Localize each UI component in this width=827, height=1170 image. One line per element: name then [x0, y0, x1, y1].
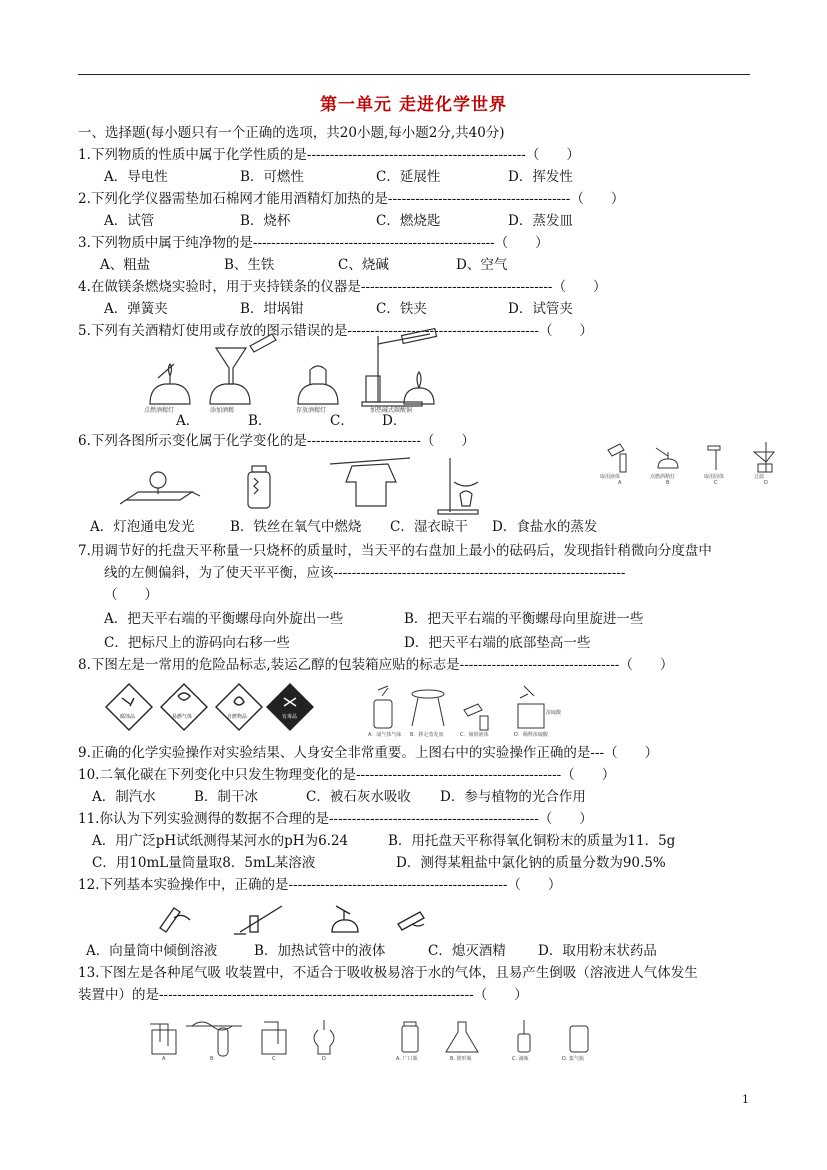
q1-option-c: C．延展性 — [376, 169, 441, 185]
q13-device-d: D — [322, 1056, 326, 1062]
question-12: 12.下列基本实验操作中，正确的是------------------------------------------------（ ） — [78, 877, 562, 893]
q11-option-b: B．用托盘天平称得氧化铜粉末的质量为11．5g — [388, 833, 676, 849]
question-1: 1.下列物质的性质中属于化学性质的是------------------------------------------------（ ） — [78, 147, 580, 163]
q6-figures — [120, 454, 500, 516]
q7-option-d: D．把天平右端的底部垫高一些 — [404, 635, 591, 651]
page-number: 1 — [742, 1093, 749, 1106]
question-9: 9.正确的化学实验操作对实验结果、人身安全非常重要。上图右中的实验操作正确的是---（ ） — [78, 745, 659, 761]
q9-apparatus-figures — [368, 680, 578, 738]
q6-side-letter-d: D — [764, 480, 768, 484]
question-13-cont: 装置中）的是---------------------------------------------------------------------（ ） — [78, 987, 528, 1003]
q4-option-b: B．坩埚钳 — [240, 301, 304, 317]
q12-figures — [150, 898, 440, 938]
q7-option-b: B．把天平右端的平衡螺母向里旋进一些 — [404, 611, 644, 627]
top-rule — [78, 74, 750, 75]
q13-figures — [146, 1016, 596, 1062]
q1-option-d: D．挥发性 — [508, 169, 573, 185]
q11-option-c: C．用10mL量筒量取8．5mL某溶液 — [92, 855, 316, 871]
q9-apparatus-label-b: B．移走蒸发皿 — [410, 732, 444, 738]
q6-side-label-1: 取用液体 — [600, 474, 621, 480]
question-4: 4.在做镁条燃烧实验时，用于夹持镁条的仪器是------------------------------------------（ ） — [78, 279, 607, 295]
q6-side-letter-c: C — [714, 480, 718, 484]
q5-option-d: D． — [382, 413, 407, 429]
q2-option-d: D．蒸发皿 — [508, 213, 573, 229]
q12-option-c: C．熄灭酒精 — [428, 943, 506, 959]
q6-side-label-2: 点燃酒精灯 — [650, 474, 676, 480]
section-heading: 一、选择题(每小题只有一个正确的选项，共20小题,每小题2分,共40分) — [78, 125, 505, 141]
q1-option-a: A．导电性 — [104, 169, 168, 185]
question-6: 6.下列各图所示变化属于化学变化的是-------------------------（ ） — [78, 433, 475, 449]
sign-label-spontaneous: 自燃物品 — [227, 714, 248, 720]
q13-bottle-d: D. 集气瓶 — [562, 1056, 585, 1062]
q10-option-b: B．制干冰 — [194, 789, 258, 805]
q9-apparatus-label-a: A．闻气体气味 — [368, 732, 402, 738]
q13-bottle-c: C. 滴瓶 — [512, 1056, 529, 1062]
q6-side-letter-b: B — [666, 480, 670, 484]
q2-option-c: C．燃烧匙 — [376, 213, 441, 229]
q5-option-c: C． — [330, 413, 354, 429]
q12-option-d: D．取用粉末状药品 — [538, 943, 657, 959]
q12-option-b: B．加热试管中的液体 — [254, 943, 386, 959]
q10-option-d: D．参与植物的光合作用 — [440, 789, 586, 805]
q7-option-a: A．把天平右端的平衡螺母向外旋出一些 — [104, 611, 344, 627]
q4-option-a: A．弹簧夹 — [104, 301, 168, 317]
q5-fig-label-c: 存放酒精灯 — [296, 407, 327, 414]
q6-side-letter-a: A — [618, 480, 622, 484]
q9-apparatus-label-d: D．稀释浓硫酸 — [514, 732, 548, 738]
q11-option-d: D．测得某粗盐中氯化钠的质量分数为90.5% — [396, 855, 666, 871]
q7-option-c: C．把标尺上的游码向右移一些 — [104, 635, 290, 651]
q13-bottle-b: B. 锥形瓶 — [450, 1056, 472, 1062]
q3-option-d: D、空气 — [456, 257, 508, 273]
q6-side-label-4: 过滤 — [754, 474, 765, 480]
question-7-cont: 线的左侧偏斜，为了使天平平衡，应该---------------------------------------------------------------- — [104, 565, 626, 581]
q6-option-c: C．湿衣晾干 — [390, 519, 468, 535]
question-5: 5.下列有关酒精灯使用或存放的图示错误的是------------------------------------------（ ） — [78, 323, 593, 339]
q13-bottle-a: A. 广口瓶 — [396, 1056, 418, 1062]
hazard-signs — [104, 682, 314, 732]
q3-option-c: C、烧碱 — [338, 257, 389, 273]
q13-device-b: B — [210, 1056, 214, 1062]
q9-apparatus-extra: 浓硫酸 — [546, 710, 562, 716]
q12-option-a: A．向量筒中倾倒溶液 — [86, 943, 218, 959]
q13-device-c: C — [272, 1056, 276, 1062]
q10-option-c: C．被石灰水吸收 — [306, 789, 411, 805]
q10-option-a: A．制汽水 — [92, 789, 156, 805]
q5-fig-label-a: 点燃酒精灯 — [144, 407, 175, 414]
q5-option-b: B． — [248, 413, 272, 429]
q5-fig-label-d: 加热碱式碳酸铜 — [370, 407, 413, 414]
q1-option-b: B．可燃性 — [240, 169, 304, 185]
question-10: 10.二氧化碳在下列变化中只发生物理变化的是---------------------------------------------（ ） — [78, 767, 616, 783]
question-2: 2.下列化学仪器需垫加石棉网才能用酒精灯加热的是----------------------------------------（ ） — [78, 191, 625, 207]
q11-option-a: A．用广泛pH试纸测得某河水的pH为6.24 — [92, 833, 349, 849]
q5-option-a: A． — [176, 413, 200, 429]
q6-option-b: B．铁丝在氧气中燃烧 — [230, 519, 362, 535]
sign-label-corrosive: 腐蚀品 — [120, 714, 136, 720]
q5-fig-label-b: 添加酒精 — [210, 407, 235, 414]
sign-label-flammable-gas: 易燃气体 — [172, 714, 193, 720]
q2-option-a: A．试管 — [104, 213, 155, 229]
q6-option-a: A．灯泡通电发光 — [90, 519, 195, 535]
q13-device-a: A — [162, 1056, 166, 1062]
q6-side-figures — [598, 438, 788, 484]
page-title: 第一单元 走进化学世界 — [320, 95, 507, 115]
q6-option-d: D．食盐水的蒸发 — [492, 519, 598, 535]
q9-apparatus-label-c: C．倾倒液体 — [460, 732, 489, 738]
q4-option-c: C．铁夹 — [376, 301, 427, 317]
q3-option-a: A、粗盐 — [100, 257, 151, 273]
q4-option-d: D．试管夹 — [508, 301, 573, 317]
question-13: 13.下图左是各种尾气吸 收装置中，不适合于吸收极易溶于水的气体，且易产生倒吸（溶液进人气体发生 — [78, 965, 698, 981]
q3-option-b: B、生铁 — [224, 257, 275, 273]
q2-option-b: B．烧杯 — [240, 213, 291, 229]
question-7-paren: （ ） — [104, 587, 158, 603]
alcohol-lamp-figures — [140, 326, 450, 414]
question-3: 3.下列物质中属于纯净物的是-----------------------------------------------------（ ） — [78, 235, 549, 251]
question-7: 7.用调节好的托盘天平称量一只烧杯的质量时，当天平的右盘加上最小的砝码后，发现指针稍微向分度盘中 — [78, 543, 712, 559]
question-8: 8.下图左是一常用的危险品标志,装运乙醇的包装箱应贴的标志是-----------------------------------（ ） — [78, 657, 674, 673]
q6-side-label-3: 取用固体 — [704, 474, 725, 480]
sign-label-toxic: 有毒品 — [282, 714, 298, 720]
question-11: 11.你认为下列实验测得的数据不合理的是----------------------------------------------（ ） — [78, 811, 593, 827]
